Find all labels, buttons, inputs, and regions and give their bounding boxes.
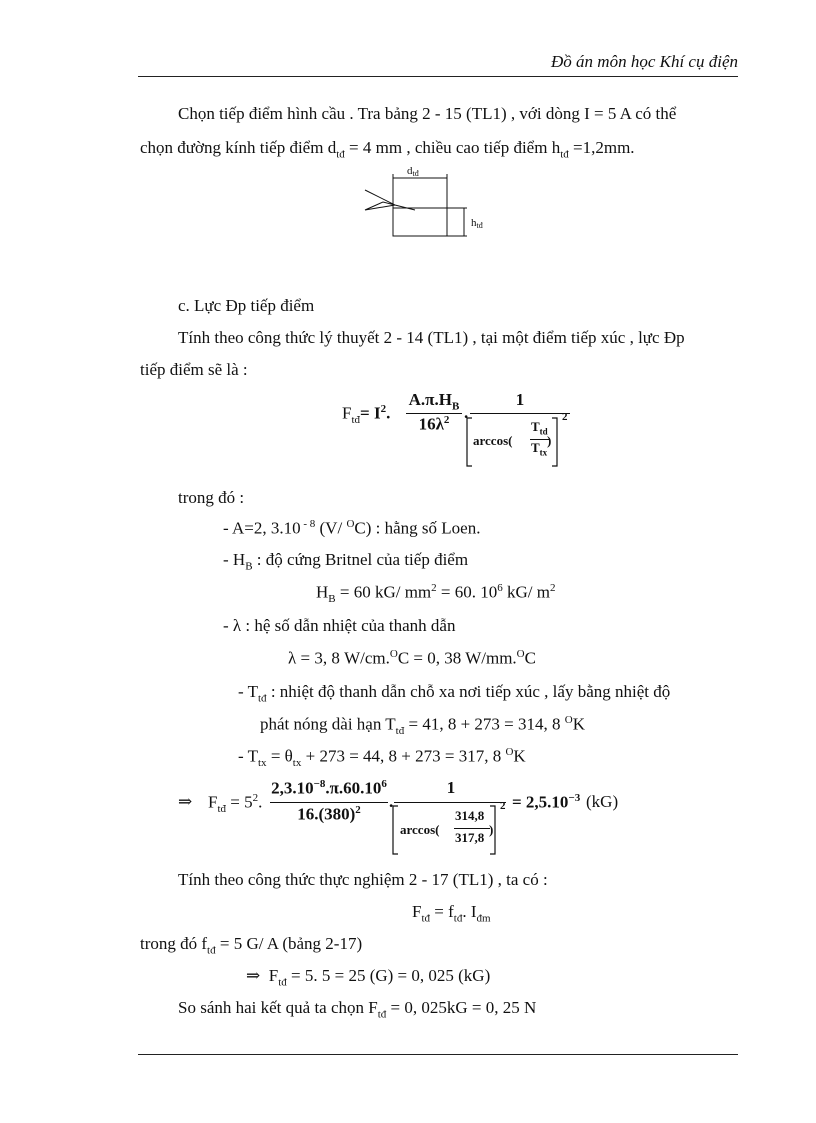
where-Ttd: - $T_{tđ}$ : nhiệt độ thanh dẫn chỗ xa nơi tiếp xúc , lấy bằng nhiệt độ xyxy=(238,682,671,705)
formula2-arccos: arccos( xyxy=(400,822,440,837)
formula2-inner-line xyxy=(454,828,490,829)
where-lambda: - λ : hệ số dẫn nhiệt của thanh dẫn xyxy=(223,616,456,635)
experimental-calc: ⇒ $F_{tđ} = 5$. 5 = 25 (G) = 0, 025 (kG) xyxy=(246,966,491,989)
formula1-frac1-num: $A.\pi.H_B$ xyxy=(408,390,460,413)
where-Ttd-line2: phát nóng dài hạn $T_{tđ} = 41$, 8 + 273 = 314, 8 $^O$K xyxy=(260,714,585,738)
formula2-close: ) xyxy=(489,822,494,837)
formula1-frac1-den: $16\lambda^2$ xyxy=(418,414,450,434)
footer-rule xyxy=(138,1054,738,1055)
where-HB-value: $H_B = 60$ kG/ $mm^2 = 60$. $10^6$ kG/ $m^2$ xyxy=(316,582,556,606)
dimension-d-label: dtđ xyxy=(407,165,419,178)
formula2-unit: (kG) xyxy=(586,792,619,811)
experimental-where: trong đó $f_{tđ} = 5$ G/ A (bảng 2-17) xyxy=(140,934,363,957)
experimental-intro: Tính theo công thức thực nghiệm 2 - 17 (TL1) , ta có : xyxy=(178,870,548,889)
paragraph-contact-type: Chọn tiếp điểm hình cầu . Tra bảng 2 - 15 (TL1) , với dòng I = 5 A có thể xyxy=(178,104,677,123)
formula2-frac2-line xyxy=(394,802,506,803)
conclusion: So sánh hai kết quả ta chọn $F_{tđ} = 0$, 025kG = 0, 25 N xyxy=(178,998,537,1021)
formula1-T-top: $T_{td}$ xyxy=(531,419,548,437)
where-HB: - $H_B$ : độ cứng Britnel của tiếp điểm xyxy=(223,550,469,573)
experimental-formula: $F_{tđ} = f_{tđ}$. $I_{đm}$ xyxy=(412,902,491,925)
section-heading: c. Lực Đp tiếp điểm xyxy=(178,296,315,315)
contact-diagram xyxy=(355,160,505,245)
formula2-dot: . xyxy=(389,792,394,811)
formula1-dot: . xyxy=(464,403,469,422)
formula2-result: = $2,5.10^{-3}$ xyxy=(512,792,581,812)
formula1-lhs: $F_{tđ}= I^2$. xyxy=(342,403,391,427)
formula1-frac2-line xyxy=(470,413,570,414)
formula2-lhs: $F_{tđ} = 5^2$. xyxy=(208,792,263,816)
formula1-arccos: arccos( xyxy=(473,433,513,448)
page-header-title: Đồ án môn học Khí cụ điện xyxy=(551,52,738,71)
where-lambda-value: λ = 3, 8 W/cm.$^O$C = 0, 38 W/mm.$^O$C xyxy=(288,648,536,668)
formula2-top: 314,8 xyxy=(455,808,485,823)
header-rule xyxy=(138,76,738,77)
formula1-frac2-num: 1 xyxy=(515,390,525,409)
formula2-bracket-sup: 2 xyxy=(500,800,506,812)
formula2-bot: 317,8 xyxy=(455,830,485,845)
formula1-bracket-sup: 2 xyxy=(562,411,568,423)
formula2-frac2-num: 1 xyxy=(446,778,456,797)
dimension-h-label: htđ xyxy=(471,217,483,230)
formula2-arrow: ⇒ xyxy=(178,792,193,811)
paragraph-contact-size: chọn đường kính tiếp điểm $d_{tđ} = 4$ mm , chiều cao tiếp điểm $h_{tđ} =1,2mm$. xyxy=(140,138,635,161)
formula1-T-bot: $T_{tx}$ xyxy=(531,440,548,458)
formula2-frac1-line xyxy=(270,802,388,803)
formula1-close: ) xyxy=(547,433,552,448)
where-Ttx: - $T_{tx} = \theta_{tx} + 273 = 44$, 8 + 273 = 317, 8 $^O$K xyxy=(238,746,526,770)
section-line-1: Tính theo công thức lý thuyết 2 - 14 (TL1) , tại một điểm tiếp xúc , lực Đp xyxy=(178,328,685,347)
formula2-frac1-den: $16.(380)^2$ xyxy=(297,804,361,824)
section-line-2: tiếp điểm sẽ là : xyxy=(140,360,248,379)
where-A: - A=2, 3.10 $^{- 8}$ (V/ $^O$C) : hằng số Loen. xyxy=(223,518,481,538)
formula2-frac1-num: $2,3.10^{-8}.\pi.60.10^6$ xyxy=(271,778,387,798)
where-intro: trong đó : xyxy=(178,488,245,507)
